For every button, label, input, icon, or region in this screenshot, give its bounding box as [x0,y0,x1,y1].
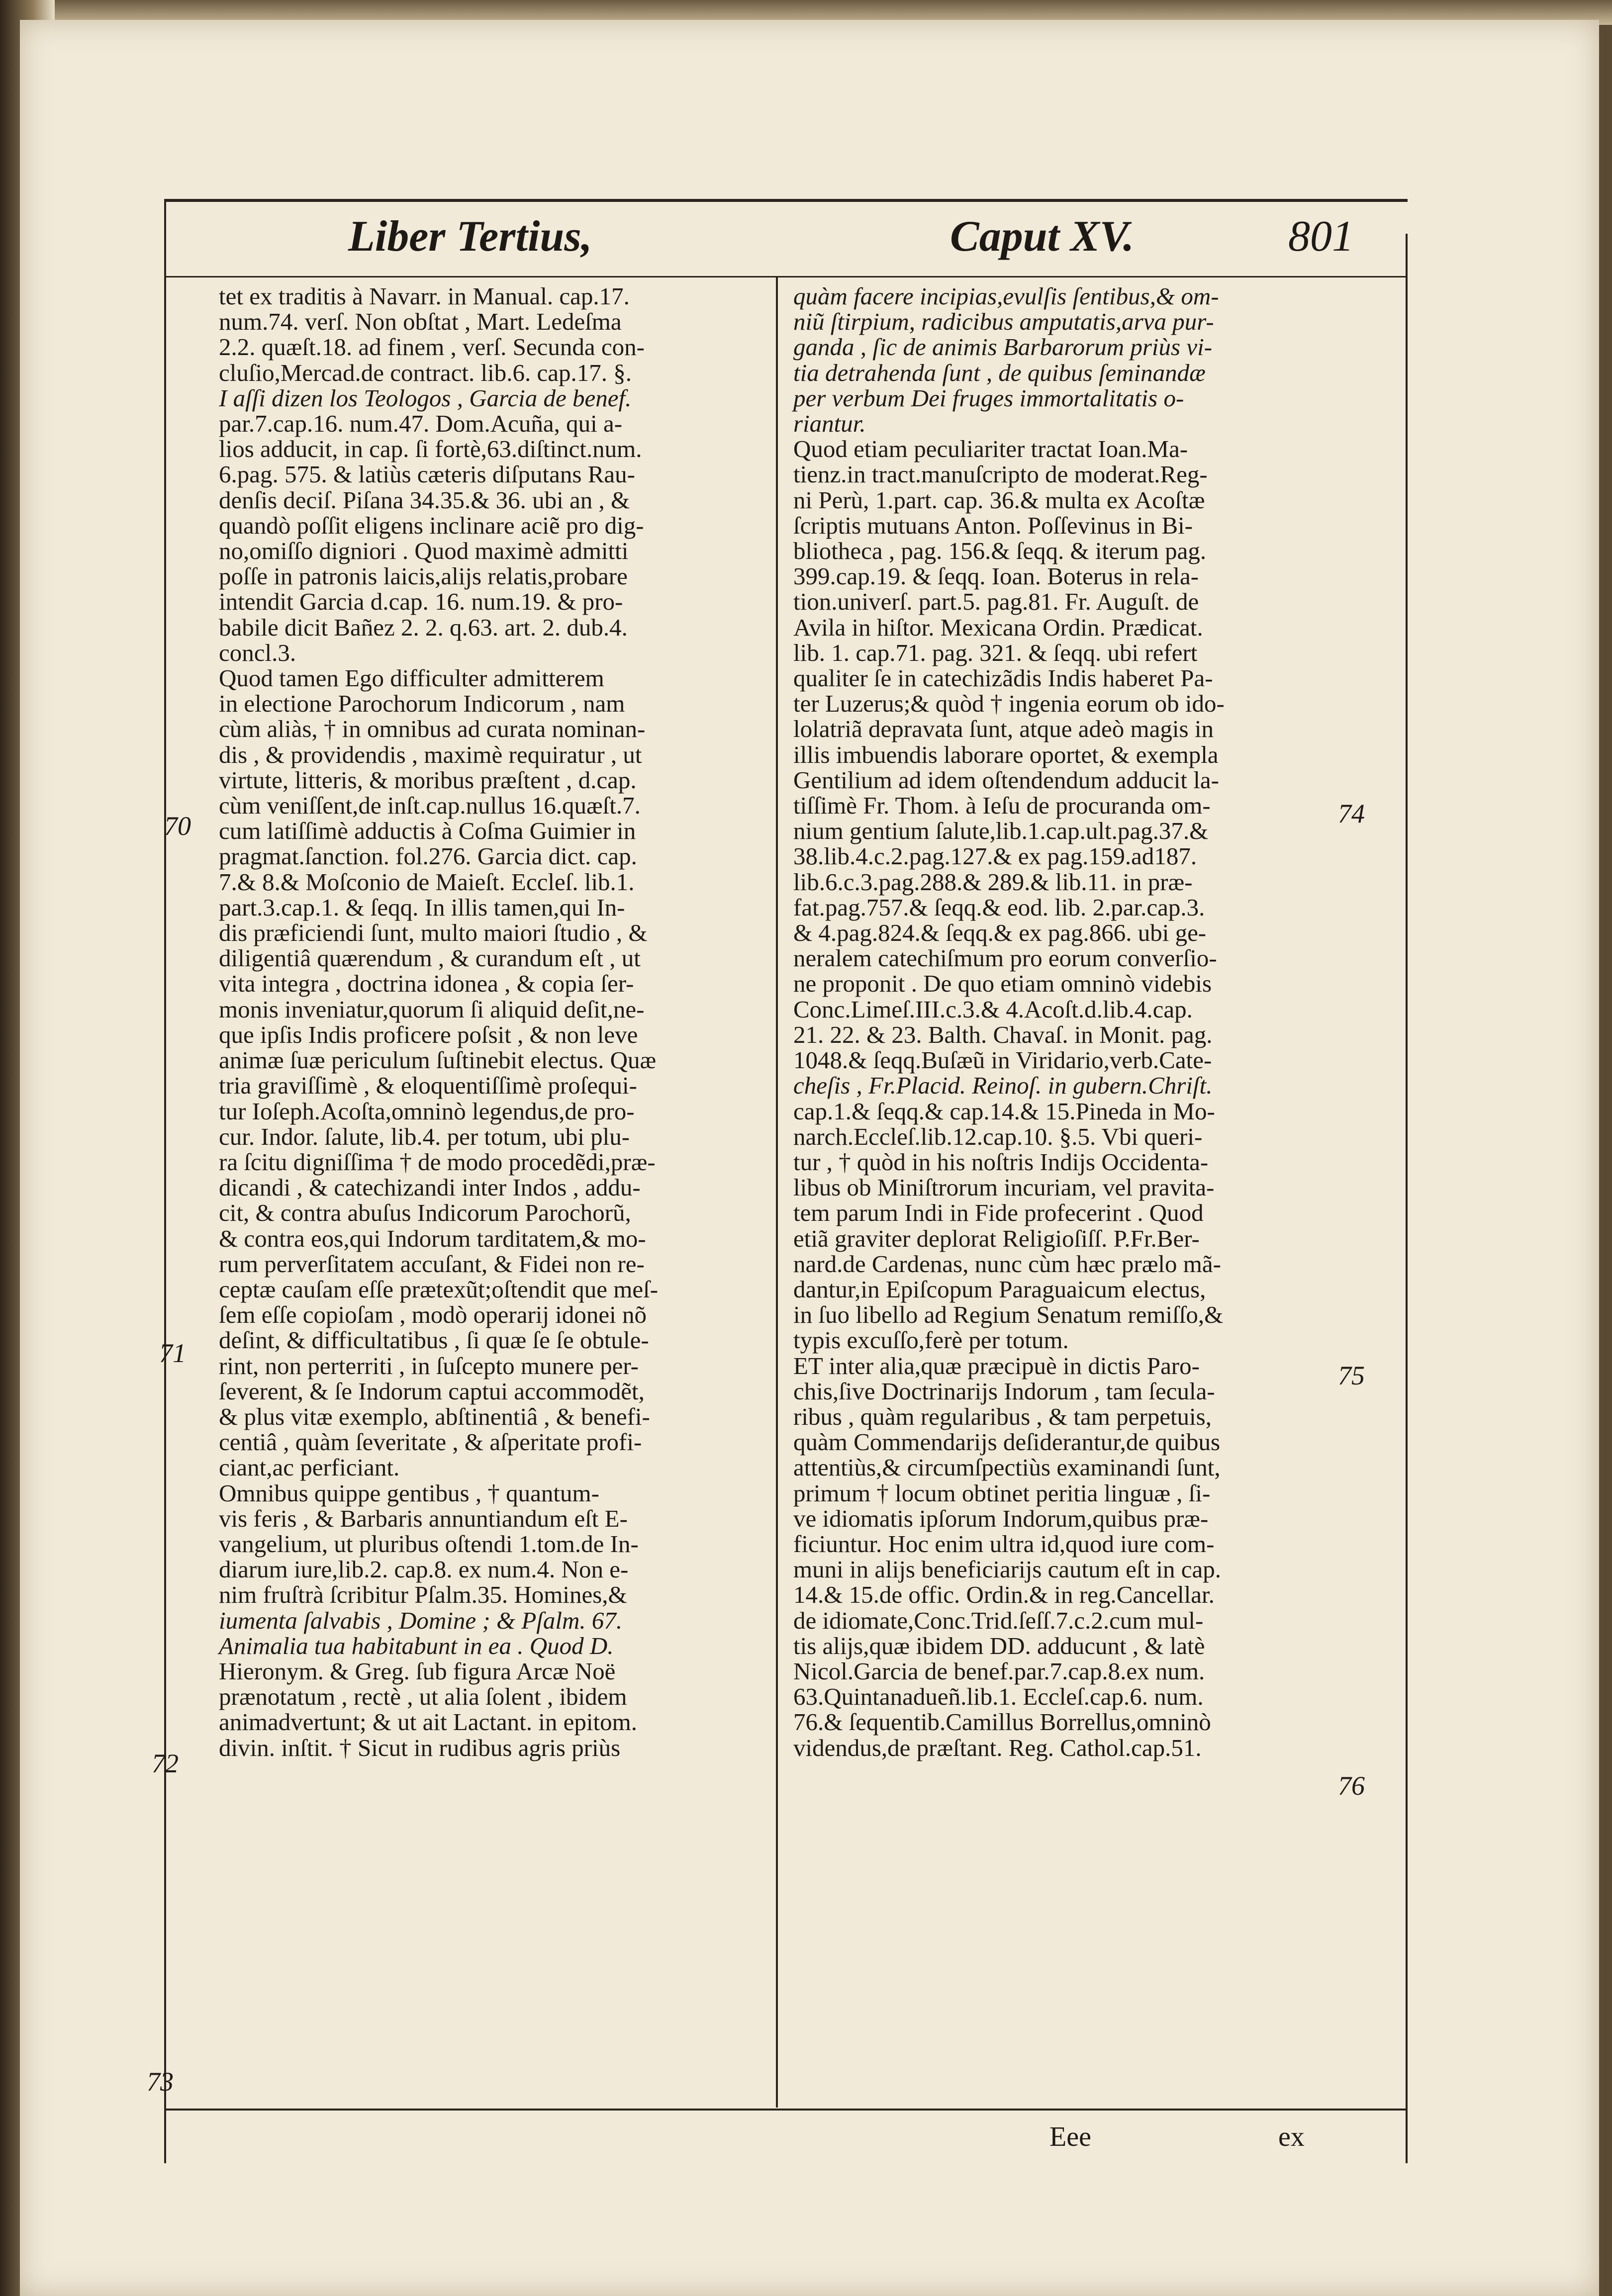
text-line: vangelium, ut pluribus oſtendi 1.tom.de In- [219,1530,639,1558]
text-line: chis,ſive Doctrinarijs Indorum , tam ſecula- [793,1377,1215,1405]
text-line: attentiùs,& circumſpectiùs examinandi ſunt, [793,1454,1221,1481]
catchword: ex [1278,2121,1305,2152]
text-line: deſint, & difficultatibus , ſi quæ ſe ſe obtule- [219,1326,649,1354]
text-line: ET inter alia,quæ præcipuè in dictis Paro- [793,1352,1200,1379]
text-line: quàm facere incipias,evulſis ſentibus,& om- [793,282,1219,310]
text-line: & contra eos,qui Indorum tarditatem,& mo- [219,1224,646,1252]
text-line: cum latiſſimè adductis à Coſma Guimier in [219,817,636,845]
text-line: centiâ , quàm ſeveritate , & aſperitate profi- [219,1428,642,1456]
text-line: Quod tamen Ego difficulter admitterem [219,664,604,692]
text-line: iumenta ſalvabis , Domine ; & Pſalm. 67. [219,1606,623,1634]
text-line: lib.6.c.3.pag.288.& 289.& lib.11. in præ- [793,868,1193,896]
text-line: fat.pag.757.& ſeqq.& eod. lib. 2.par.cap.3. [793,893,1205,921]
text-line: illis imbuendis laborare oportet, & exempla [793,740,1219,768]
text-line: cap.1.& ſeqq.& cap.14.& 15.Pineda in Mo- [793,1097,1215,1125]
text-line: ribus , quàm regularibus , & tam perpetuis, [793,1402,1212,1430]
text-line: 14.& 15.de offic. Ordin.& in reg.Cancellar. [793,1581,1215,1609]
text-line: muni in alijs beneficiarijs cautum eſt in cap. [793,1556,1221,1583]
text-line: vis feris , & Barbaris annuntiandum eſt E- [219,1504,628,1532]
text-line: videndus,de præſtant. Reg. Cathol.cap.51. [793,1734,1202,1761]
text-line: cluſio,Mercad.de contract. lib.6. cap.17. §. [219,359,632,386]
text-line: par.7.cap.16. num.47. Dom.Acuña, qui a- [219,410,623,438]
text-line: lios adducit, in cap. ſi fortè,63.diſtinct.num. [219,435,642,463]
text-line: cùm veniſſent,de inſt.cap.nullus 16.quæſt.7. [219,792,641,820]
text-line: tur , † quòd in his noſtris Indijs Occidenta- [793,1148,1209,1176]
text-line: cur. Indor. ſalute, lib.4. per totum, ubi plu- [219,1122,630,1150]
text-line: ſcriptis mutuans Anton. Poſſevinus in Bi- [793,511,1193,539]
text-line: ve idiomatis ipſorum Indorum,quibus præ- [793,1504,1209,1532]
margin-number: 74 [1338,799,1365,828]
text-line: tria graviſſimè , & eloquentiſſimè proſequi- [219,1072,637,1100]
text-line: prænotatum , rectè , ut alia ſolent , ibidem [219,1683,627,1711]
running-head-center: Caput XV. [950,212,1135,261]
frame-top-rule [164,199,1408,202]
text-line: libus ob Miniſtrorum incuriam, vel pravita- [793,1174,1215,1201]
text-line: 38.lib.4.c.2.pag.127.& ex pag.159.ad187. [793,842,1197,870]
text-line: 1048.& ſeqq.Buſæũ in Viridario,verb.Cate- [793,1046,1212,1074]
text-line: tiſſimè Fr. Thom. à Ieſu de procuranda om- [793,792,1211,820]
margin-number: 76 [1338,1771,1365,1801]
text-line: 6.pag. 575. & latiùs cæteris diſputans Rau- [219,460,635,488]
text-line: Hieronym. & Greg. ſub figura Arcæ Noë [219,1657,616,1685]
text-line: per verbum Dei fruges immortalitatis o- [793,384,1184,412]
text-line: ſeverent, & ſe Indorum captui accommodẽt, [219,1377,645,1405]
text-line: tion.univerſ. part.5. pag.81. Fr. Auguſt. de [793,588,1199,616]
text-line: Animalia tua habitabunt in ea . Quod D. [219,1632,614,1659]
text-line: tia detrahenda ſunt , de quibus ſeminandæ [793,359,1206,386]
text-line: animæ ſuæ periculum ſuſtinebit electus. Quæ [219,1046,657,1074]
text-line: pragmat.ſanction. fol.276. Garcia dict. cap. [219,842,637,870]
text-line: bliotheca , pag. 156.& ſeqq. & iterum pag. [793,537,1207,565]
text-line: babile dicit Bañez 2. 2. q.63. art. 2. dub.4. [219,613,628,641]
text-line: 63.Quintanadueñ.lib.1. Eccleſ.cap.6. num. [793,1683,1204,1711]
text-line: neralem catechiſmum pro eorum converſio- [793,944,1217,972]
text-line: quàm Commendarijs deſiderantur,de quibus [793,1428,1221,1456]
frame-left-rule [164,199,166,2163]
text-line: cùm aliàs, † in omnibus ad curata nominan- [219,715,646,743]
text-line: ni Perù, 1.part. cap. 36.& multa ex Acoſtæ [793,486,1205,514]
text-line: & 4.pag.824.& ſeqq.& ex pag.866. ubi ge- [793,919,1207,947]
margin-number: 70 [164,811,191,841]
text-line: tet ex traditis à Navarr. in Manual. cap.17. [219,282,630,310]
text-line: denſis deciſ. Piſana 34.35.& 36. ubi an , & [219,486,630,514]
text-line: dis , & providendis , maximè requiratur , ut [219,740,642,768]
text-line: ſem eſſe copioſam , modò operarij idonei nõ [219,1301,647,1329]
text-line: que ipſis Indis proficere poſsit , & non leve [219,1020,638,1048]
text-line: vita integra , doctrina idonea , & copia ſer- [219,970,634,998]
text-line: 399.cap.19. & ſeqq. Ioan. Boterus in rela- [793,562,1199,590]
text-line: 21. 22. & 23. Balth. Chavaſ. in Monit. pag. [793,1020,1213,1048]
text-line: num.74. verſ. Non obſtat , Mart. Ledeſma [219,308,622,336]
text-line: tienz.in tract.manuſcripto de moderat.Reg- [793,460,1208,488]
text-line: dantur,in Epiſcopum Paraguaicum electus, [793,1275,1206,1303]
text-line: Omnibus quippe gentibus , † quantum- [219,1479,599,1507]
text-line: virtute, litteris, & moribus præſtent , d.cap. [219,766,637,794]
text-line: intendit Garcia d.cap. 16. num.19. & pro- [219,588,623,616]
text-line: 76.& ſequentib.Camillus Borrellus,omninò [793,1708,1211,1736]
text-line: rint, non perterriti , in ſuſcepto munere per- [219,1352,639,1379]
signature-mark: Eee [1049,2121,1091,2152]
text-line: diligentiâ quærendum , & curandum eſt , ut [219,944,641,972]
text-line: Gentilium ad idem oſtendendum adducit la- [793,766,1219,794]
text-line: tis alijs,quæ ibidem DD. adducunt , & latè [793,1632,1205,1659]
text-line: ciant,ac perficiant. [219,1454,400,1481]
text-line: poſſe in patronis laicis,alijs relatis,probare [219,562,628,590]
text-line: animadvertunt; & ut ait Lactant. in epitom. [219,1708,637,1736]
text-line: & plus vitæ exemplo, abſtinentiâ , & benefi- [219,1402,650,1430]
text-line: quandò poſſit eligens inclinare aciẽ pro dig- [219,511,644,539]
margin-number: 71 [159,1338,186,1368]
text-line: divin. inſtit. † Sicut in rudibus agris priùs [219,1734,621,1761]
text-line: part.3.cap.1. & ſeqq. In illis tamen,qui In- [219,893,625,921]
text-line: Quod etiam peculiariter tractat Ioan.Ma- [793,435,1188,463]
text-line: ne proponit . De quo etiam omninò videbis [793,970,1212,998]
text-line: etiã graviter deplorat Religioſiſſ. P.Fr.Ber- [793,1224,1200,1252]
text-line: nim fruſtrà ſcribitur Pſalm.35. Homines,& [219,1581,627,1609]
text-line: nard.de Cardenas, nunc cùm hæc prælo mã- [793,1250,1221,1278]
text-line: monis inveniatur,quorum ſi aliquid deſit,ne- [219,995,645,1023]
text-line: 2.2. quæſt.18. ad finem , verſ. Secunda con- [219,333,645,361]
text-line: de idiomate,Conc.Trid.ſeſſ.7.c.2.cum mul- [793,1606,1204,1634]
text-column-right [793,283,1225,1760]
column-divider [776,277,778,2108]
text-line: lolatriã depravata ſunt, atque adeò magis in [793,715,1214,743]
text-line: in electione Parochorum Indicorum , nam [219,690,625,718]
text-line: dicandi , & catechizandi inter Indos , addu- [219,1174,641,1201]
text-line: Nicol.Garcia de benef.par.7.cap.8.ex num. [793,1657,1205,1685]
text-line: lib. 1. cap.71. pag. 321. & ſeqq. ubi refert [793,639,1198,666]
text-line: diarum iure,lib.2. cap.8. ex num.4. Non e- [219,1556,629,1583]
running-head-left: Liber Tertius, [348,212,592,261]
text-line: ter Luzerus;& quòd † ingenia eorum ob ido- [793,690,1225,718]
text-line: concl.3. [219,639,296,666]
text-line: Conc.Limeſ.III.c.3.& 4.Acoſt.d.lib.4.cap. [793,995,1193,1023]
text-line: in ſuo libello ad Regium Senatum remiſſo,& [793,1301,1224,1329]
text-line: 7.& 8.& Moſconio de Maieſt. Eccleſ. lib.1. [219,868,635,896]
text-line: Avila in hiſtor. Mexicana Ordin. Prædicat. [793,613,1203,641]
text-line: tur Ioſeph.Acoſta,omninò legendus,de pro- [219,1097,635,1125]
text-line: cit, & contra abuſus Indicorum Parochorũ, [219,1199,631,1227]
text-line: typis excuſſo,ferè per totum. [793,1326,1069,1354]
frame-right-rule [1406,234,1408,2163]
text-line: rum perverſitatem accuſant, & Fidei non re- [219,1250,645,1278]
text-line: cheſis , Fr.Placid. Reinoſ. in gubern.Chriſt. [793,1072,1213,1100]
margin-number: 75 [1338,1361,1365,1390]
text-line: nium gentium ſalute,lib.1.cap.ult.pag.37.& [793,817,1209,845]
text-line: qualiter ſe in catechizãdis Indis haberet Pa- [793,664,1213,692]
margin-number: 72 [152,1748,179,1778]
text-line: dis præficiendi ſunt, multo maiori ſtudio , & [219,919,648,947]
header-rule [164,276,1408,277]
frame-bottom-rule [164,2109,1408,2111]
text-line: ra ſcitu digniſſima † de modo procedẽdi,præ- [219,1148,656,1176]
text-line: primum † locum obtinet peritia linguæ , ſi- [793,1479,1211,1507]
text-line: narch.Eccleſ.lib.12.cap.10. §.5. Vbi queri- [793,1122,1203,1150]
text-line: ficiuntur. Hoc enim ultra id,quod iure com- [793,1530,1215,1558]
text-line: ganda , ſic de animis Barbarorum priùs vi- [793,333,1213,361]
text-line: ceptæ cauſam eſſe prætexũt;oſtendit que meſ- [219,1275,659,1303]
page-number: 801 [1288,212,1354,261]
margin-number: 73 [147,2067,174,2097]
text-line: niũ ſtirpium, radicibus amputatis,arva pur- [793,308,1214,336]
text-column-left [219,283,658,1760]
text-line: I aſſi dizen los Teologos , Garcia de benef. [219,384,632,412]
text-line: no,omiſſo digniori . Quod maximè admitti [219,537,629,565]
text-line: riantur. [793,410,866,438]
text-line: tem parum Indi in Fide profecerint . Quod [793,1199,1204,1227]
